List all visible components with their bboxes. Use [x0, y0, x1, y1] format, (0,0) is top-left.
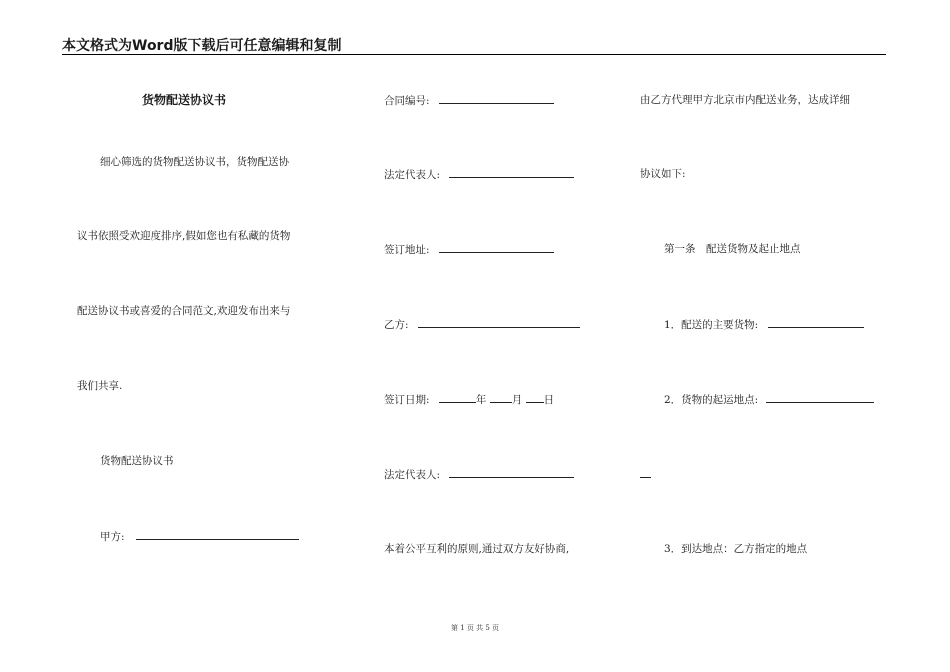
year-blank [439, 392, 476, 403]
month-blank [490, 392, 512, 403]
item-2-continuation [640, 467, 651, 482]
header-text: 本文格式为Word版下载后可任意编辑和复制 [62, 38, 342, 54]
intro-line-3: 配送协议书或喜爱的合同范文,欢迎发布出来与 [77, 305, 291, 317]
intro-line-2: 议书依照受欢迎度排序,假如您也有私藏的货物 [77, 230, 291, 242]
item-2-label: 2．货物的起运地点: [664, 394, 759, 406]
document-title: 货物配送协议书 [142, 93, 227, 107]
year-label: 年 [475, 394, 487, 406]
sign-date-label: 签订日期: [384, 394, 430, 406]
item-1-label: 1．配送的主要货物: [664, 319, 759, 331]
legal-rep-row-2 [384, 467, 574, 482]
page-footer: 第 1 页 共 5 页 [450, 624, 500, 632]
party-a-label: 甲方: [100, 531, 125, 543]
section-subtitle: 货物配送协议书 [100, 455, 174, 467]
intro-line-4: 我们共享. [77, 380, 123, 392]
col3-line-2: 协议如下: [640, 168, 686, 180]
legal-rep-blank-2 [449, 467, 574, 478]
sign-address-label: 签订地址: [384, 244, 430, 256]
contract-no-label: 合同编号: [384, 95, 430, 107]
legal-rep-blank-1 [449, 167, 574, 178]
party-a-blank [136, 529, 299, 540]
item-1-blank [768, 317, 864, 328]
item-2-continuation-blank [640, 467, 651, 478]
day-label: 日 [543, 394, 555, 406]
col3-line-1: 由乙方代理甲方北京市内配送业务，达成详细 [640, 94, 850, 106]
party-b-row [384, 317, 580, 332]
legal-rep-label-1: 法定代表人: [384, 169, 441, 181]
page-header [62, 34, 886, 55]
sign-date-row [384, 392, 554, 407]
party-b-label: 乙方: [384, 319, 409, 331]
intro-line-1: 细心筛选的货物配送协议书，货物配送协 [100, 156, 289, 168]
principle-text: 本着公平互利的原则,通过双方友好协商, [384, 543, 570, 555]
item-2-row [664, 392, 874, 407]
sign-address-row [384, 242, 554, 257]
item-2-blank [766, 392, 874, 403]
month-label: 月 [511, 394, 523, 406]
contract-no-row [384, 93, 554, 108]
article-1-heading: 第一条 配送货物及起止地点 [664, 243, 801, 255]
sign-address-blank [439, 242, 554, 253]
legal-rep-label-2: 法定代表人: [384, 469, 441, 481]
party-b-blank [418, 317, 580, 328]
legal-rep-row-1 [384, 167, 574, 182]
day-blank [526, 392, 544, 403]
contract-no-blank [439, 93, 554, 104]
party-a-row [100, 529, 299, 544]
item-3-text: 3．到达地点：乙方指定的地点 [664, 543, 808, 555]
item-1-row [664, 317, 864, 332]
